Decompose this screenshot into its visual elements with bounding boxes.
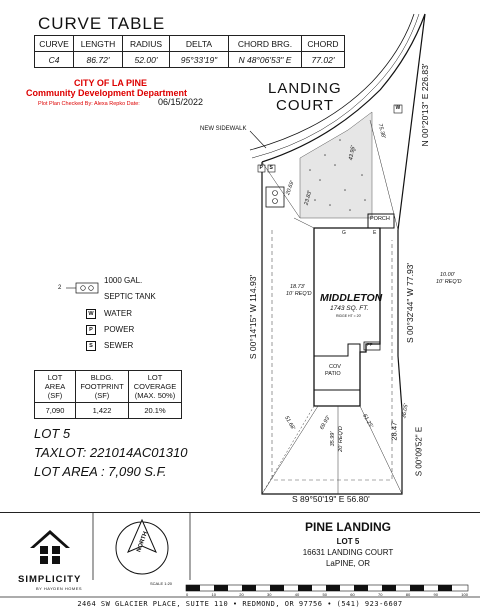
scale-ticks bbox=[186, 592, 468, 597]
legend-water-icon: W bbox=[86, 309, 96, 319]
cov-label: COV bbox=[329, 364, 341, 370]
lot-coverage-value: 20.1% bbox=[129, 403, 182, 419]
stamp-checked-by: Plot Plan Checked By: Alexa Repko Date: bbox=[38, 101, 140, 107]
diag-label-3: 51.68' bbox=[283, 415, 296, 431]
setback-left-req: 10' REQ'D bbox=[286, 291, 312, 297]
lot-area: LOT AREA : 7,090 S.F. bbox=[34, 464, 167, 479]
diag-label-2: 61.25' bbox=[361, 413, 374, 429]
sewer-marker: S bbox=[269, 165, 273, 171]
diag-label-6: 23.83' bbox=[303, 190, 314, 206]
scale-tick: 90 bbox=[433, 592, 438, 597]
stamp-date: 06/15/2022 bbox=[158, 97, 204, 107]
porch-label: PORCH bbox=[370, 216, 390, 222]
scale-tick: 80 bbox=[405, 592, 411, 597]
bldg-footprint-header: BLDG. FOOTPRINT (SF) bbox=[76, 371, 129, 403]
diag-label-7: 20.69' bbox=[285, 180, 296, 196]
logo-house-icon bbox=[30, 530, 70, 564]
legend-septic-line1: 1000 GAL. bbox=[104, 276, 143, 285]
scale-label: SCALE 1:20 bbox=[150, 581, 173, 586]
stamp-city: CITY OF LA PINE bbox=[74, 78, 148, 88]
new-sidewalk-label: NEW SIDEWALK bbox=[200, 126, 247, 132]
brand-sub: BY HAYDEN HOMES bbox=[36, 586, 83, 591]
power-marker: P bbox=[259, 165, 263, 171]
scale-tick: 20 bbox=[239, 592, 244, 597]
lot-area-header: LOT AREA (SF) bbox=[35, 371, 76, 403]
chord-brg-cell: N 48°06'53" E bbox=[229, 52, 302, 68]
chord-cell: 77.02' bbox=[302, 52, 345, 68]
fireplace-label: FP bbox=[367, 342, 373, 347]
dim-east-low: S 00°09'52" E bbox=[414, 426, 424, 477]
setback-left: 18.73' bbox=[290, 284, 305, 290]
diag-label-8: 36.05' bbox=[401, 403, 410, 419]
gas-label: G bbox=[342, 230, 346, 236]
scale-tick: 100 bbox=[461, 592, 468, 597]
scale-tick: 10 bbox=[211, 592, 216, 597]
electric-label: E bbox=[373, 230, 377, 236]
curve-header: CURVE bbox=[35, 36, 74, 52]
scale-tick: 0 bbox=[186, 592, 189, 597]
street-label-1: LANDING bbox=[268, 80, 342, 97]
scale-tick: 70 bbox=[378, 592, 383, 597]
delta-header: DELTA bbox=[170, 36, 229, 52]
dim-east-low-val: 28.47' bbox=[389, 420, 399, 441]
taxlot: TAXLOT: 221014AC01310 bbox=[34, 445, 188, 460]
setback-right-req: 10' REQ'D bbox=[436, 279, 462, 285]
project-address: 16631 LANDING COURT bbox=[302, 548, 394, 557]
water-marker: W bbox=[395, 105, 401, 111]
legend-water-label: WATER bbox=[104, 309, 132, 318]
curve-cell: C4 bbox=[35, 52, 74, 68]
scale-tick: 40 bbox=[294, 592, 300, 597]
company-address: 2464 SW GLACIER PLACE, SUITE 110 • REDMOND, OR 97756 • (541) 923-6607 bbox=[77, 600, 403, 608]
house-sqft: 1743 SQ. FT. bbox=[330, 305, 369, 312]
bldg-footprint-value: 1,422 bbox=[76, 403, 129, 419]
radius-header: RADIUS bbox=[123, 36, 170, 52]
diag-label-5: 43.96' bbox=[348, 145, 357, 161]
dim-south: S 89°50'19" E 56.80' bbox=[292, 494, 370, 504]
length-cell: 86.72' bbox=[74, 52, 123, 68]
scale-tick: 30 bbox=[267, 592, 272, 597]
diag-line bbox=[259, 162, 300, 218]
diag-line bbox=[294, 218, 314, 228]
sidewalk-leader bbox=[250, 131, 266, 148]
radius-cell: 52.00' bbox=[123, 52, 170, 68]
street-label-2: COURT bbox=[276, 97, 335, 114]
length-header: LENGTH bbox=[74, 36, 123, 52]
house-name: MIDDLETON bbox=[320, 292, 383, 304]
driveway bbox=[300, 112, 372, 218]
legend-sewer-icon: S bbox=[86, 341, 96, 351]
dim-east-upper: N 00°20'13" E 226.83' bbox=[420, 63, 430, 147]
lot-area-value: 7,090 bbox=[35, 403, 76, 419]
ridge-height: RIDGE HT = 20' bbox=[336, 314, 362, 318]
legend-sewer-label: SEWER bbox=[104, 341, 134, 350]
legend-septic-marker: 2 bbox=[58, 285, 62, 291]
diag-label-1: 69.93' bbox=[319, 415, 332, 431]
chord-header: CHORD bbox=[302, 36, 345, 52]
delta-cell: 95°33'19" bbox=[170, 52, 229, 68]
setback-right: 10.00' bbox=[440, 272, 455, 278]
diag-label-4: 75.38' bbox=[376, 123, 387, 139]
north-label: NORTH bbox=[136, 530, 150, 554]
lot-coverage-header: LOT COVERAGE (MAX. 50%) bbox=[129, 371, 182, 403]
dim-west: S 00°14'15" W 114.93' bbox=[248, 274, 258, 360]
lot-number: LOT 5 bbox=[34, 426, 71, 441]
lot-stats-table bbox=[34, 370, 182, 419]
project-city: LaPINE, OR bbox=[325, 559, 370, 568]
legend-power-icon: P bbox=[86, 325, 96, 335]
dim-east-mid: S 00°32'44" W 77.93' bbox=[405, 262, 415, 344]
scale-tick: 60 bbox=[350, 592, 355, 597]
scale-tick: 50 bbox=[322, 592, 327, 597]
legend-septic-line2: SEPTIC TANK bbox=[104, 292, 156, 301]
stamp-department: Community Development Department bbox=[26, 88, 188, 98]
chord-brg-header: CHORD BRG. bbox=[229, 36, 302, 52]
legend-septic-box bbox=[76, 283, 98, 293]
legend-power-label: POWER bbox=[104, 325, 135, 334]
project-title: PINE LANDING bbox=[304, 520, 391, 534]
patio-label: PATIO bbox=[325, 371, 341, 377]
project-lot: LOT 5 bbox=[336, 537, 360, 546]
rear-setback: 35.99' bbox=[330, 431, 336, 447]
curve-table-title: CURVE TABLE bbox=[38, 14, 166, 33]
rear-setback-req: 20' REQ'D bbox=[338, 426, 344, 452]
scale-bar bbox=[186, 585, 468, 591]
brand-name: SIMPLICITY bbox=[18, 574, 82, 585]
